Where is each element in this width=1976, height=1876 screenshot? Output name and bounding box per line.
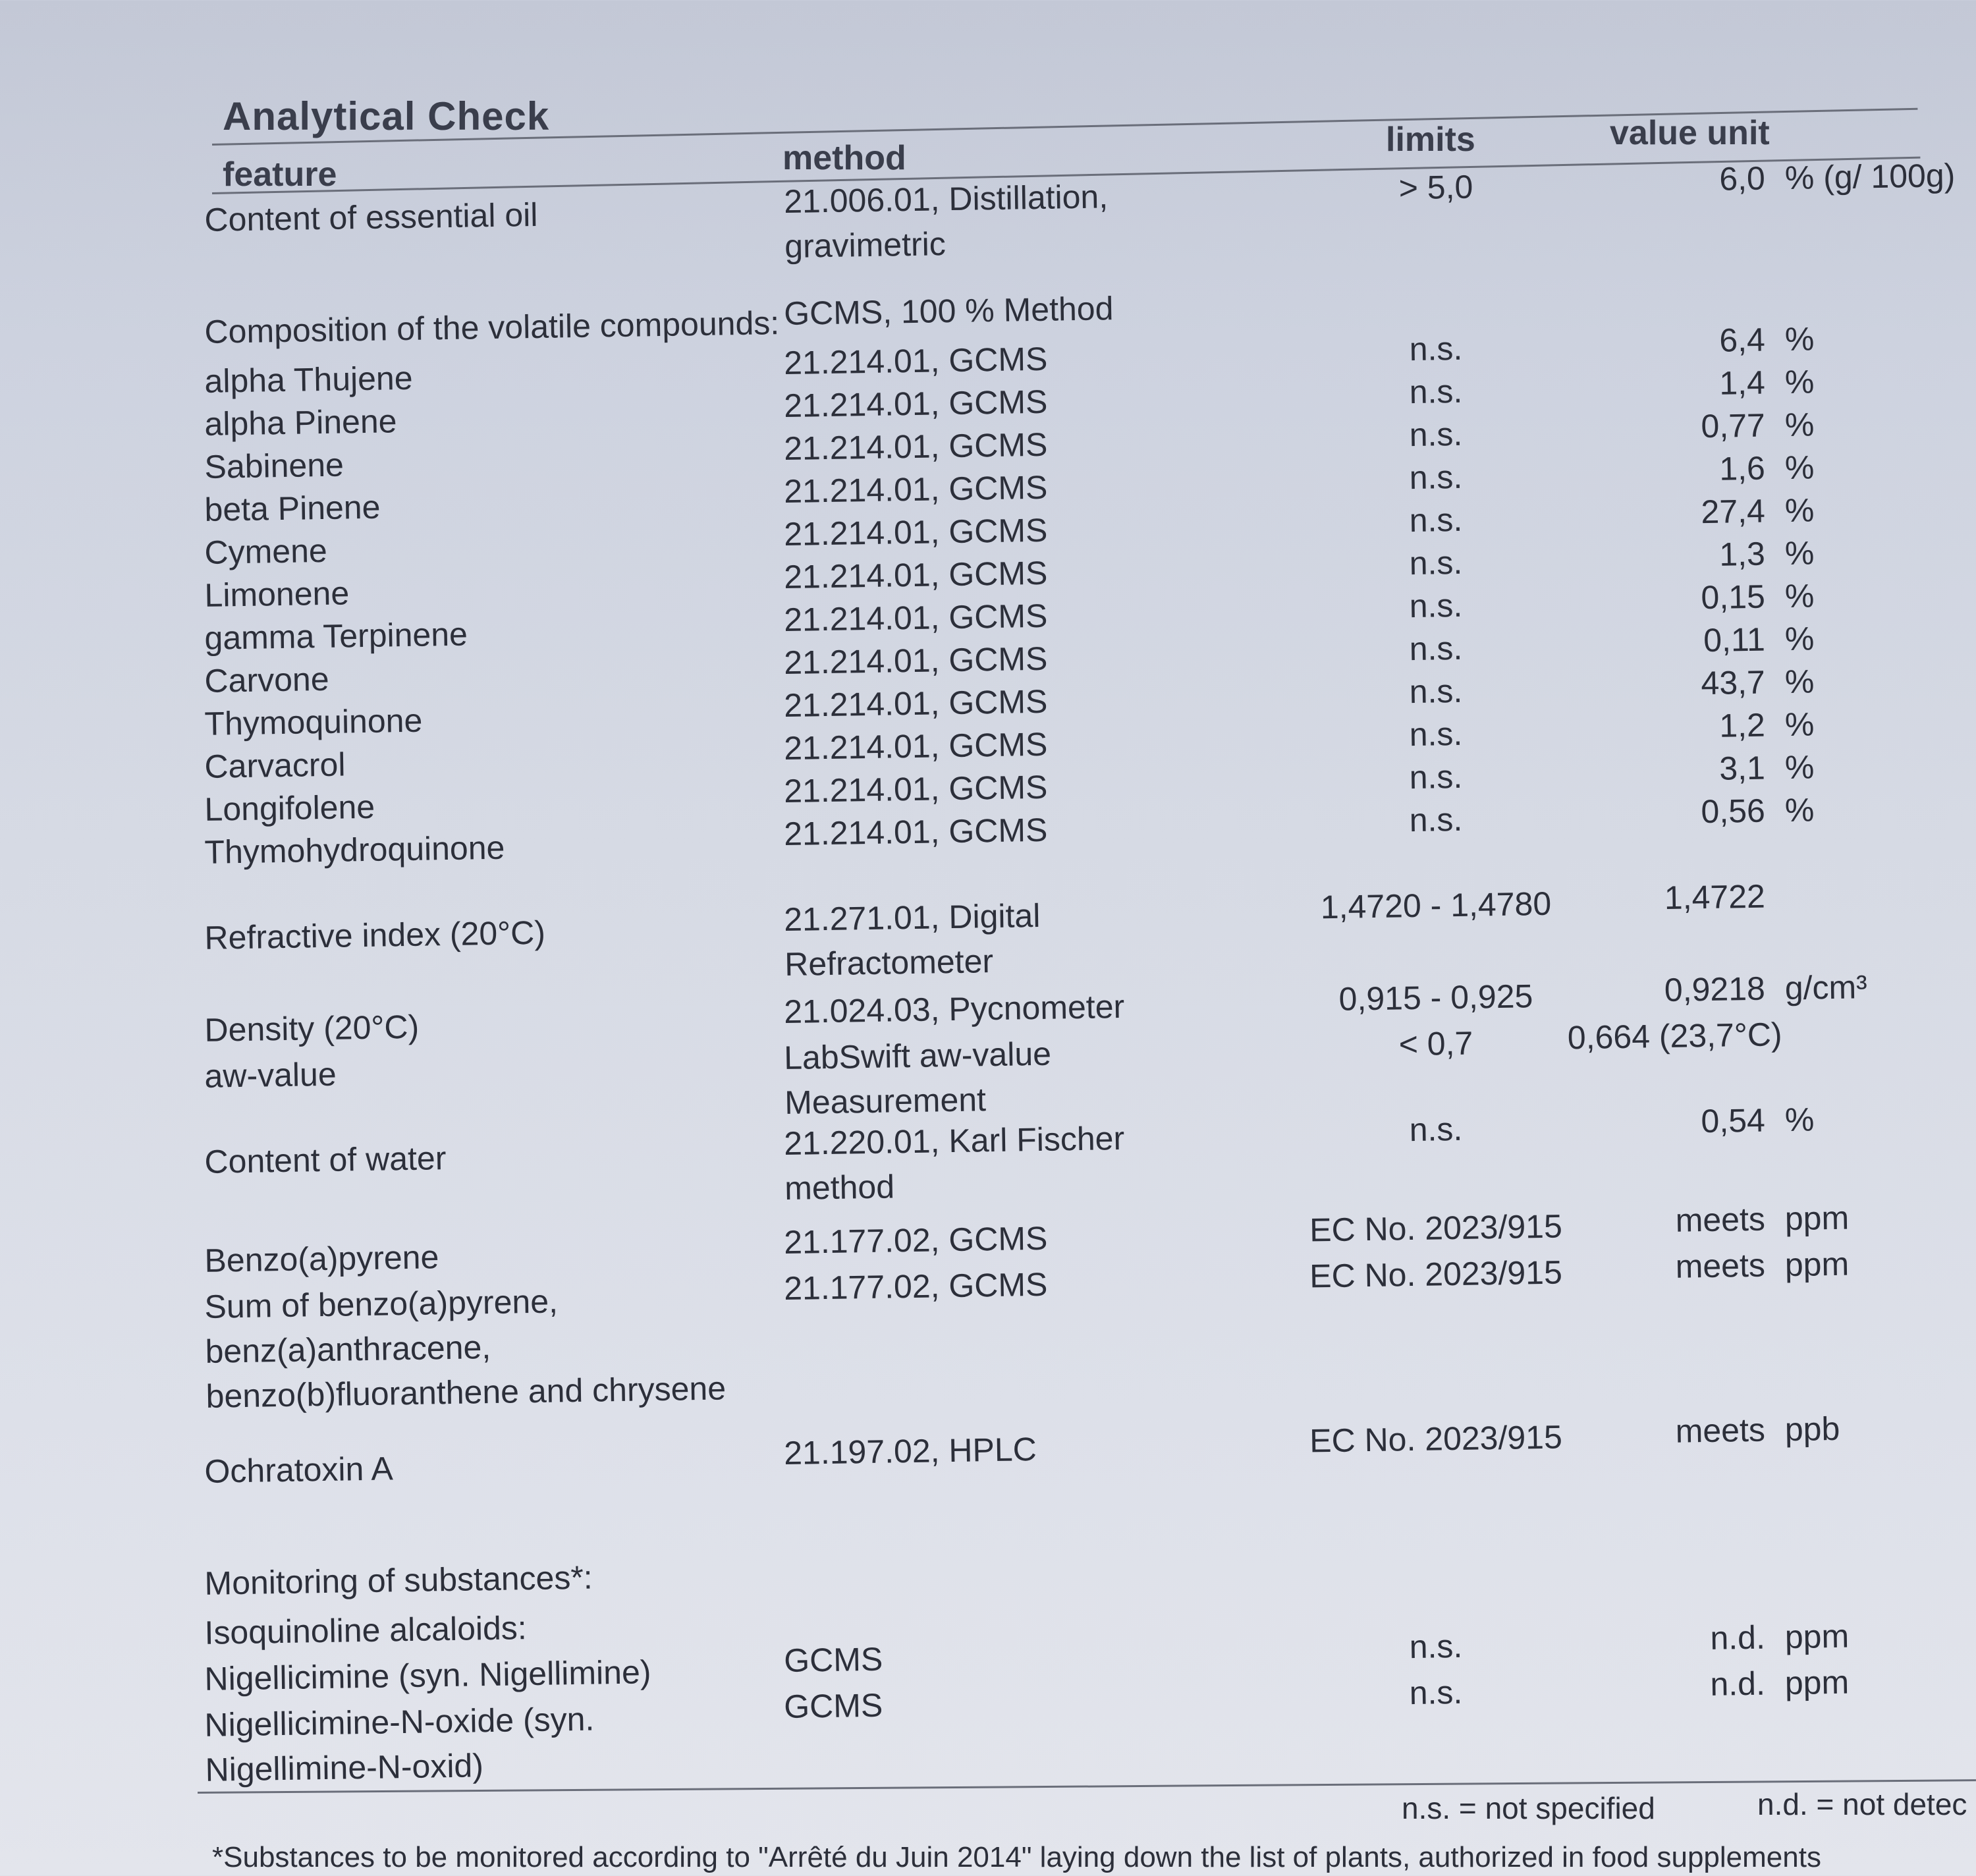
section-title: Analytical Check (223, 94, 550, 138)
feature-cell: alpha Pinene (204, 402, 397, 443)
unit-cell: % (1784, 320, 1815, 358)
method-cell: GCMS, 100 % Method (783, 290, 1114, 333)
unit-cell: % (1784, 620, 1815, 658)
unit-cell: % (1784, 748, 1815, 786)
limits-cell: n.s. (1409, 372, 1463, 411)
limits-cell: n.s. (1409, 329, 1463, 368)
method-cell: 21.214.01, GCMS (783, 468, 1048, 510)
feature-cell: aw-value (204, 1055, 337, 1095)
feature-cell: Nigellicimine-N-oxide (syn. (204, 1700, 595, 1744)
value-cell: 1,4 (1718, 364, 1766, 402)
feature-cell: benz(a)anthracene, (205, 1329, 491, 1370)
header-value-unit: value unit (1610, 114, 1770, 152)
feature-cell: Nigellicimine (syn. Nigellimine) (204, 1653, 651, 1697)
limits-cell: > 5,0 (1398, 168, 1473, 207)
feature-cell: benzo(b)fluoranthene and chrysene (206, 1369, 727, 1415)
limits-cell: n.s. (1409, 629, 1463, 668)
limits-cell: EC No. 2023/915 (1309, 1418, 1563, 1460)
table-row (0, 1199, 1976, 1279)
feature-cell: Sabinene (204, 446, 344, 485)
value-cell: 6,4 (1718, 321, 1766, 359)
unit-cell: % (g/ 100g) (1784, 157, 1956, 197)
method-cell: 21.214.01, GCMS (783, 597, 1048, 639)
table-row (0, 1533, 1976, 1602)
feature-cell: Carvacrol (204, 746, 346, 785)
feature-cell: Content of water (204, 1140, 447, 1180)
table-row (0, 1410, 1976, 1490)
feature-cell: Isoquinoline alcaloids: (204, 1609, 528, 1651)
unit-cell: % (1784, 406, 1815, 444)
feature-cell: Refractive index (20°C) (204, 914, 546, 956)
value-cell: 1,3 (1718, 535, 1766, 573)
method-cell: 21.006.01, Distillation, (783, 178, 1109, 221)
feature-cell: Benzo(a)pyrene (204, 1238, 439, 1279)
limits-cell: n.s. (1409, 586, 1463, 625)
limits-cell: EC No. 2023/915 (1309, 1254, 1563, 1295)
method-cell: GCMS (783, 1686, 883, 1726)
method-cell: Measurement (784, 1081, 987, 1122)
limits-cell: < 0,7 (1398, 1024, 1473, 1063)
value-cell: 0,9218 (1664, 970, 1766, 1009)
method-cell: 21.214.01, GCMS (783, 554, 1048, 596)
unit-cell: ppb (1784, 1410, 1840, 1448)
unit-cell: ppm (1784, 1663, 1850, 1702)
method-cell: method (784, 1168, 895, 1207)
method-cell: GCMS (783, 1640, 883, 1680)
limits-cell: n.s. (1409, 1627, 1463, 1666)
unit-cell: ppm (1784, 1199, 1850, 1238)
unit-cell: ppm (1784, 1245, 1850, 1284)
method-cell: gravimetric (784, 225, 947, 265)
legend-not-specified: n.s. = not specified (1402, 1791, 1655, 1825)
feature-cell: Nigellimine-N-oxid) (205, 1747, 484, 1788)
method-cell: 21.214.01, GCMS (783, 682, 1048, 725)
method-cell: 21.214.01, GCMS (783, 640, 1048, 682)
feature-cell: Ochratoxin A (204, 1450, 394, 1490)
feature-cell: Cymene (204, 532, 328, 571)
method-cell: 21.214.01, GCMS (783, 426, 1048, 468)
method-cell: 21.214.01, GCMS (783, 340, 1048, 382)
method-cell: 21.197.02, HPLC (783, 1430, 1037, 1472)
value-cell: 1,4722 (1664, 877, 1766, 917)
value-cell: 27,4 (1701, 492, 1766, 531)
method-cell: 21.177.02, GCMS (783, 1265, 1048, 1308)
feature-cell: alpha Thujene (204, 359, 413, 400)
value-cell: n.d. (1709, 1665, 1766, 1703)
method-cell: 21.220.01, Karl Fischer (783, 1119, 1125, 1163)
feature-cell: Carvone (204, 660, 329, 700)
limits-cell: n.s. (1409, 501, 1463, 539)
feature-cell: Thymoquinone (204, 702, 423, 742)
unit-cell: g/cm³ (1784, 968, 1868, 1007)
value-cell: n.d. (1709, 1618, 1766, 1657)
value-cell: 1,2 (1718, 706, 1766, 744)
unit-cell: ppm (1784, 1617, 1850, 1656)
header-method: method (782, 139, 906, 177)
limits-cell: 1,4720 - 1,4780 (1320, 885, 1552, 926)
legend-not-detected: n.d. = not detec (1757, 1787, 1967, 1821)
footnote: *Substances to be monitored according to "Arrêté du Juin 2014" laying down the list of plants, authorized in food supplements (212, 1841, 1821, 1873)
limits-cell: EC No. 2023/915 (1309, 1207, 1563, 1249)
unit-cell: % (1784, 491, 1815, 530)
method-cell: 21.024.03, Pycnometer (783, 987, 1125, 1031)
value-cell: 6,0 (1718, 159, 1766, 198)
feature-cell: Sum of benzo(a)pyrene, (204, 1283, 559, 1325)
value-cell: meets (1675, 1411, 1766, 1450)
unit-cell: % (1784, 577, 1815, 615)
unit-cell: % (1784, 449, 1815, 487)
value-cell: 0,15 (1701, 578, 1766, 617)
method-cell: 21.214.01, GCMS (783, 383, 1048, 425)
header-feature: feature (223, 155, 337, 194)
limits-cell: n.s. (1409, 1673, 1463, 1712)
feature-cell: Composition of the volatile compounds: (204, 304, 780, 350)
header-limits: limits (1386, 121, 1475, 159)
value-cell: 0,11 (1703, 621, 1766, 659)
limits-cell: n.s. (1409, 672, 1463, 711)
unit-cell: % (1784, 534, 1815, 572)
unit-cell: % (1784, 363, 1815, 401)
method-cell: 21.214.01, GCMS (783, 725, 1048, 767)
limits-cell: n.s. (1409, 715, 1463, 754)
limits-cell: n.s. (1409, 1110, 1463, 1149)
limits-cell: 0,915 - 0,925 (1338, 978, 1533, 1018)
feature-cell: gamma Terpinene (204, 615, 468, 657)
unit-cell: % (1784, 1101, 1815, 1139)
method-cell: LabSwift aw-value (783, 1035, 1052, 1077)
method-cell: 21.214.01, GCMS (783, 768, 1048, 810)
method-cell: 21.271.01, Digital (783, 897, 1041, 939)
method-cell: 21.177.02, GCMS (783, 1219, 1048, 1261)
limits-cell: n.s. (1409, 543, 1463, 582)
feature-cell: Thymohydroquinone (204, 829, 505, 871)
limits-cell: n.s. (1409, 415, 1463, 454)
unit-cell: % (1784, 705, 1815, 744)
value-cell: 3,1 (1718, 749, 1766, 787)
unit-cell: % (1784, 663, 1815, 701)
value-cell: 0,56 (1701, 792, 1766, 831)
value-cell: 0,54 (1701, 1101, 1766, 1140)
value-cell: 43,7 (1701, 663, 1766, 702)
feature-cell: Density (20°C) (204, 1008, 420, 1049)
method-cell: 21.214.01, GCMS (783, 511, 1048, 553)
feature-cell: Longifolene (204, 788, 375, 828)
method-cell: 21.214.01, GCMS (783, 811, 1048, 853)
value-cell: 0,664 (23,7°C) (1567, 1016, 1783, 1057)
feature-cell: Content of essential oil (204, 196, 538, 238)
method-cell: Refractometer (784, 943, 994, 983)
value-cell: 1,6 (1718, 449, 1766, 487)
value-cell: meets (1675, 1200, 1766, 1239)
unit-cell: % (1784, 791, 1815, 829)
feature-cell: Monitoring of substances*: (204, 1559, 593, 1602)
feature-cell: Limonene (204, 574, 350, 614)
limits-cell: n.s. (1409, 758, 1463, 796)
limits-cell: n.s. (1409, 458, 1463, 497)
table-row (0, 877, 1976, 983)
value-cell: 0,77 (1701, 406, 1766, 445)
limits-cell: n.s. (1409, 800, 1463, 839)
feature-cell: beta Pinene (204, 488, 381, 528)
value-cell: meets (1675, 1246, 1766, 1285)
